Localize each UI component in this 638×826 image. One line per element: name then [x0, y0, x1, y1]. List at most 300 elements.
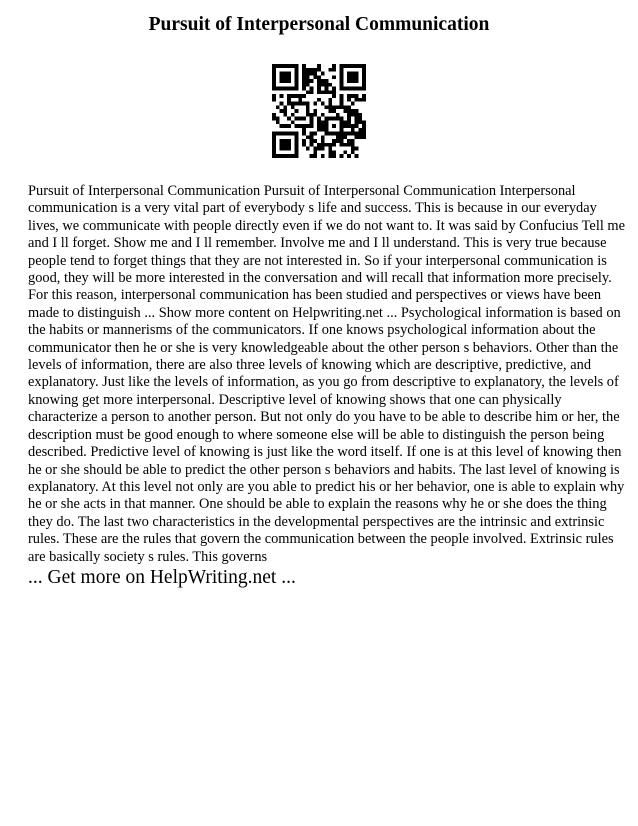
- qr-module: [317, 128, 321, 132]
- qr-module: [302, 94, 306, 98]
- qr-module: [283, 139, 287, 143]
- qr-module: [340, 79, 344, 83]
- qr-module: [272, 83, 276, 87]
- qr-module: [351, 75, 355, 79]
- qr-module: [280, 87, 284, 91]
- qr-module: [280, 75, 284, 79]
- qr-module: [336, 117, 340, 121]
- qr-module: [310, 117, 314, 121]
- qr-module: [358, 98, 362, 102]
- qr-module: [302, 64, 306, 68]
- qr-module: [362, 98, 366, 102]
- qr-module: [362, 87, 366, 91]
- qr-module: [332, 150, 336, 154]
- qr-module: [355, 72, 359, 76]
- qr-module: [295, 147, 299, 151]
- qr-module: [362, 124, 366, 128]
- qr-module: [321, 120, 325, 124]
- qr-module: [302, 68, 306, 72]
- qr-module: [287, 72, 291, 76]
- qr-module: [332, 132, 336, 136]
- qr-module: [306, 135, 310, 139]
- qr-module: [272, 94, 276, 98]
- qr-module: [362, 94, 366, 98]
- qr-module: [317, 143, 321, 147]
- qr-module: [355, 98, 359, 102]
- qr-module: [328, 109, 332, 113]
- qr-module: [291, 120, 295, 124]
- qr-module: [295, 135, 299, 139]
- qr-module: [287, 132, 291, 136]
- qr-module: [347, 64, 351, 68]
- qr-module: [280, 64, 284, 68]
- qr-module: [332, 68, 336, 72]
- qr-module: [287, 75, 291, 79]
- qr-module: [347, 124, 351, 128]
- qr-module: [283, 72, 287, 76]
- qr-module: [283, 109, 287, 113]
- qr-module: [347, 109, 351, 113]
- qr-module: [347, 98, 351, 102]
- qr-module: [310, 90, 314, 94]
- qr-module: [340, 98, 344, 102]
- qr-module: [347, 120, 351, 124]
- qr-module: [347, 154, 351, 158]
- qr-module: [355, 64, 359, 68]
- qr-module: [313, 113, 317, 117]
- qr-code-icon: [272, 64, 366, 158]
- qr-module: [351, 124, 355, 128]
- qr-module: [287, 143, 291, 147]
- qr-module: [362, 135, 366, 139]
- qr-module: [332, 117, 336, 121]
- qr-module: [355, 113, 359, 117]
- qr-module: [347, 132, 351, 136]
- qr-module: [283, 124, 287, 128]
- qr-module: [325, 120, 329, 124]
- qr-module: [332, 154, 336, 158]
- qr-module: [280, 147, 284, 151]
- qr-module: [325, 124, 329, 128]
- qr-module: [272, 135, 276, 139]
- qr-module: [272, 139, 276, 143]
- qr-module: [276, 154, 280, 158]
- qr-module: [343, 64, 347, 68]
- qr-module: [325, 143, 329, 147]
- qr-module: [283, 75, 287, 79]
- qr-module: [321, 139, 325, 143]
- qr-module: [310, 132, 314, 136]
- qr-module: [287, 154, 291, 158]
- qr-module: [302, 139, 306, 143]
- qr-module: [317, 83, 321, 87]
- qr-module: [302, 79, 306, 83]
- qr-module: [340, 68, 344, 72]
- qr-module: [358, 135, 362, 139]
- qr-module: [340, 72, 344, 76]
- qr-module: [295, 64, 299, 68]
- qr-module: [310, 79, 314, 83]
- qr-module: [276, 105, 280, 109]
- qr-module: [272, 87, 276, 91]
- qr-module: [332, 105, 336, 109]
- qr-module: [328, 98, 332, 102]
- qr-module: [317, 90, 321, 94]
- qr-module: [332, 94, 336, 98]
- qr-module: [351, 150, 355, 154]
- qr-module: [351, 72, 355, 76]
- qr-module: [280, 139, 284, 143]
- qr-module: [280, 109, 284, 113]
- qr-module: [298, 102, 302, 106]
- qr-module: [272, 72, 276, 76]
- qr-module: [283, 79, 287, 83]
- qr-module: [291, 94, 295, 98]
- essay-body: Pursuit of Interpersonal Communication Pursuit of Interpersonal Communication Interpersonal communication is a very vital part of everybody s life and success. This is because in our everyday lives, we communicate with people directly even if we do not want to. It was said by Confucius Tell me and I ll forget. Show me and I ll remember. Involve me and I ll understand. This is very true because people tend to forget things that they are not interested in. So if your interpersonal communication is good, they will be more interested in the conversation and will recall that information more precisely. For this reason, interpersonal communication has been studied and perspectives or views have been made to distinguish ... Show more content on Helpwriting.net ... Psychological information is based on the habits or mannerisms of the communicators. If one knows psychological information about the communicator then he or she is very knowledgeable about the other person s behaviors. Other than the levels of information, there are also three levels of knowing which are descriptive, predictive, and explanatory. Just like the levels of information, as you go from descriptive to explanatory, the levels of knowing get more interpersonal. Descriptive level of knowing shows that one can physically characterize a person to another person. But not only do you have to be able to describe him or her, the description must be good enough to where someone else will be able to distinguish the person being described. Predictive level of knowing is just like the word itself. If one is at this level of knowing then he or she should be able to predict the other person s behaviors and habits. The last level of knowing is explanatory. At this level not only are you able to predict his or her behavior, one is able to explain why he or she acts in that manner. One should be able to explain the reasons why he or she does the thing they do. The last two characteristics in the developmental perspectives are the intrinsic and extrinsic rules. These are the rules that govern the communication between the people involved. Extrinsic rules are basically society s rules. This governs: [28, 183, 625, 565]
- qr-module: [272, 147, 276, 151]
- page-title: Pursuit of Interpersonal Communication: [148, 14, 490, 35]
- qr-module: [272, 79, 276, 83]
- qr-module: [287, 79, 291, 83]
- qr-module: [343, 120, 347, 124]
- qr-module: [355, 132, 359, 136]
- qr-module: [302, 124, 306, 128]
- qr-module: [358, 132, 362, 136]
- qr-module: [302, 117, 306, 121]
- qr-module: [295, 139, 299, 143]
- qr-module: [283, 154, 287, 158]
- qr-module: [321, 124, 325, 128]
- qr-module: [310, 124, 314, 128]
- qr-module: [317, 120, 321, 124]
- qr-module: [310, 143, 314, 147]
- qr-module: [306, 113, 310, 117]
- qr-module: [287, 102, 291, 106]
- qr-module: [310, 120, 314, 124]
- qr-module: [362, 83, 366, 87]
- qr-module: [321, 147, 325, 151]
- qr-module: [295, 75, 299, 79]
- qr-module: [313, 102, 317, 106]
- qr-module: [298, 124, 302, 128]
- qr-module: [283, 64, 287, 68]
- qr-module: [362, 75, 366, 79]
- qr-module: [295, 83, 299, 87]
- qr-module: [313, 132, 317, 136]
- qr-module: [328, 102, 332, 106]
- qr-module: [340, 143, 344, 147]
- qr-module: [351, 64, 355, 68]
- qr-module: [287, 98, 291, 102]
- qr-module: [295, 143, 299, 147]
- qr-module: [295, 154, 299, 158]
- qr-module: [332, 109, 336, 113]
- qr-module: [332, 75, 336, 79]
- qr-module: [347, 75, 351, 79]
- qr-module: [306, 90, 310, 94]
- qr-module: [295, 150, 299, 154]
- qr-module: [340, 132, 344, 136]
- qr-module: [355, 135, 359, 139]
- qr-module: [276, 117, 280, 121]
- qr-module: [317, 79, 321, 83]
- qr-module: [287, 117, 291, 121]
- qr-module: [287, 124, 291, 128]
- qr-module: [362, 128, 366, 132]
- qr-module: [291, 132, 295, 136]
- qr-module: [317, 147, 321, 151]
- qr-module: [355, 154, 359, 158]
- qr-module: [340, 139, 344, 143]
- qr-module: [347, 117, 351, 121]
- qr-module: [347, 79, 351, 83]
- qr-module: [355, 117, 359, 121]
- qr-module: [306, 83, 310, 87]
- qr-module: [287, 147, 291, 151]
- qr-module: [355, 147, 359, 151]
- qr-module: [362, 68, 366, 72]
- qr-module: [310, 72, 314, 76]
- qr-module: [302, 143, 306, 147]
- qr-module: [351, 113, 355, 117]
- qr-module: [340, 105, 344, 109]
- qr-module: [313, 139, 317, 143]
- qr-module: [317, 124, 321, 128]
- qr-module: [347, 143, 351, 147]
- qr-module: [283, 105, 287, 109]
- qr-module: [317, 75, 321, 79]
- qr-module: [343, 124, 347, 128]
- qr-module: [276, 87, 280, 91]
- qr-module: [298, 94, 302, 98]
- qr-module: [325, 83, 329, 87]
- qr-module: [291, 87, 295, 91]
- qr-module: [313, 68, 317, 72]
- qr-module: [347, 113, 351, 117]
- qr-module: [321, 90, 325, 94]
- qr-module: [351, 128, 355, 132]
- qr-module: [362, 79, 366, 83]
- qr-module: [272, 68, 276, 72]
- qr-module: [340, 94, 344, 98]
- qr-module: [283, 143, 287, 147]
- qr-module: [291, 102, 295, 106]
- qr-module: [280, 72, 284, 76]
- qr-module: [328, 83, 332, 87]
- qr-module: [351, 143, 355, 147]
- qr-module: [310, 154, 314, 158]
- qr-module: [306, 75, 310, 79]
- qr-module: [295, 68, 299, 72]
- qr-module: [295, 109, 299, 113]
- qr-module: [340, 87, 344, 91]
- qr-module: [358, 128, 362, 132]
- qr-module: [283, 87, 287, 91]
- qr-module: [272, 117, 276, 121]
- qr-module: [328, 105, 332, 109]
- qr-module: [355, 94, 359, 98]
- qr-module: [302, 72, 306, 76]
- qr-module: [295, 87, 299, 91]
- qr-module: [328, 68, 332, 72]
- qr-module: [321, 113, 325, 117]
- qr-module: [272, 154, 276, 158]
- qr-module: [317, 87, 321, 91]
- qr-module: [351, 94, 355, 98]
- qr-module: [295, 79, 299, 83]
- qr-module: [328, 150, 332, 154]
- qr-module: [280, 79, 284, 83]
- qr-module: [355, 87, 359, 91]
- qr-module: [295, 117, 299, 121]
- qr-module: [343, 87, 347, 91]
- qr-module: [343, 105, 347, 109]
- qr-module: [336, 132, 340, 136]
- qr-module: [336, 135, 340, 139]
- qr-module: [355, 79, 359, 83]
- qr-module: [313, 150, 317, 154]
- qr-module: [306, 105, 310, 109]
- qr-module: [325, 105, 329, 109]
- qr-module: [283, 132, 287, 136]
- qr-module: [340, 117, 344, 121]
- qr-module: [351, 109, 355, 113]
- qr-module: [276, 64, 280, 68]
- qr-module: [358, 87, 362, 91]
- qr-module: [276, 132, 280, 136]
- qr-module: [328, 143, 332, 147]
- qr-module: [280, 143, 284, 147]
- qr-module: [317, 68, 321, 72]
- qr-module: [302, 87, 306, 91]
- qr-module: [295, 94, 299, 98]
- qr-module: [313, 72, 317, 76]
- qr-module: [295, 102, 299, 106]
- qr-module: [340, 128, 344, 132]
- qr-module: [321, 135, 325, 139]
- qr-module: [340, 120, 344, 124]
- qr-module: [280, 102, 284, 106]
- qr-module: [358, 113, 362, 117]
- qr-module: [295, 124, 299, 128]
- qr-module: [287, 139, 291, 143]
- qr-module: [343, 132, 347, 136]
- qr-module: [280, 132, 284, 136]
- qr-module: [272, 132, 276, 136]
- qr-module: [328, 154, 332, 158]
- qr-module: [351, 79, 355, 83]
- qr-module: [321, 143, 325, 147]
- qr-module: [343, 135, 347, 139]
- qr-module: [351, 87, 355, 91]
- qr-module: [298, 117, 302, 121]
- qr-module: [343, 109, 347, 113]
- qr-module: [325, 87, 329, 91]
- qr-module: [321, 83, 325, 87]
- qr-module: [287, 87, 291, 91]
- qr-module: [306, 79, 310, 83]
- qr-module: [336, 139, 340, 143]
- qr-module: [302, 128, 306, 132]
- qr-module: [347, 72, 351, 76]
- qr-module: [298, 98, 302, 102]
- qr-module: [355, 120, 359, 124]
- qr-module: [306, 147, 310, 151]
- qr-module: [313, 75, 317, 79]
- qr-module: [321, 72, 325, 76]
- qr-module: [291, 113, 295, 117]
- qr-module: [306, 68, 310, 72]
- qr-module: [362, 64, 366, 68]
- qr-module: [317, 117, 321, 121]
- qr-module: [317, 64, 321, 68]
- qr-module: [358, 64, 362, 68]
- qr-module: [362, 132, 366, 136]
- qr-module: [340, 64, 344, 68]
- qr-module: [351, 147, 355, 151]
- qr-module: [313, 154, 317, 158]
- qr-module: [287, 64, 291, 68]
- qr-module: [347, 105, 351, 109]
- qr-module: [332, 139, 336, 143]
- get-more-link[interactable]: ... Get more on HelpWriting.net ...: [28, 567, 296, 588]
- qr-module: [272, 98, 276, 102]
- qr-module: [351, 132, 355, 136]
- qr-module: [328, 90, 332, 94]
- qr-module: [351, 102, 355, 106]
- qr-module: [302, 102, 306, 106]
- qr-module: [280, 124, 284, 128]
- qr-module: [340, 135, 344, 139]
- qr-module: [340, 154, 344, 158]
- qr-module: [295, 72, 299, 76]
- qr-module: [310, 113, 314, 117]
- qr-module: [325, 128, 329, 132]
- qr-module: [291, 64, 295, 68]
- qr-module: [340, 124, 344, 128]
- qr-module: [355, 109, 359, 113]
- qr-module: [276, 120, 280, 124]
- qr-module: [332, 124, 336, 128]
- qr-module: [336, 113, 340, 117]
- qr-module: [272, 113, 276, 117]
- qr-module: [355, 75, 359, 79]
- qr-module: [280, 94, 284, 98]
- qr-module: [343, 143, 347, 147]
- qr-module: [340, 75, 344, 79]
- qr-module: [325, 90, 329, 94]
- qr-module: [340, 83, 344, 87]
- qr-module: [306, 72, 310, 76]
- qr-module: [347, 87, 351, 91]
- qr-module: [321, 79, 325, 83]
- qr-module: [272, 64, 276, 68]
- qr-module: [310, 139, 314, 143]
- qr-module: [325, 79, 329, 83]
- qr-module: [332, 143, 336, 147]
- qr-module: [343, 150, 347, 154]
- qr-module: [332, 87, 336, 91]
- qr-module: [295, 132, 299, 136]
- qr-module: [302, 75, 306, 79]
- qr-module: [280, 154, 284, 158]
- qr-module: [302, 83, 306, 87]
- qr-module: [358, 120, 362, 124]
- qr-module: [272, 150, 276, 154]
- qr-module: [321, 128, 325, 132]
- qr-module: [328, 117, 332, 121]
- qr-module: [283, 113, 287, 117]
